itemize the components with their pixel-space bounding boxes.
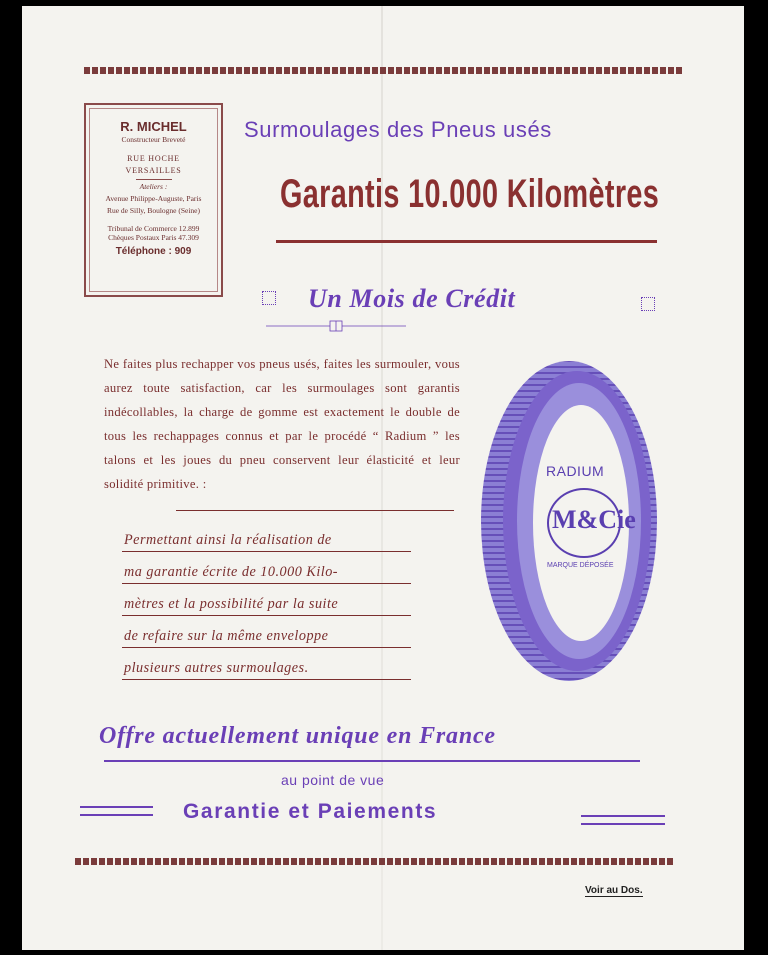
highlight-line: plusieurs autres surmoulages. (122, 658, 411, 680)
company-name: R. MICHEL (120, 119, 187, 134)
offer-underline (104, 760, 640, 762)
left-double-rule (80, 806, 153, 816)
highlight-line: de refaire sur la même enveloppe (122, 626, 411, 648)
ateliers-label: Ateliers : (139, 181, 168, 191)
description-paragraph: Ne faites plus rechapper vos pneus usés, faites les surmouler, vous aurez toute satisfaction, car les surmoulages sont garantis indécollables, la charge de gomme est exactement le double de tous les rechappages connus et par le procédé “ Radium ” les talons et les joues du pneu conservent leur élasticité et leur solidité primitive. : (104, 357, 460, 492)
highlight-line: ma garantie écrite de 10.000 Kilo- (122, 562, 411, 584)
divider-ornament (266, 320, 406, 332)
right-ornament (641, 297, 655, 311)
left-ornament (262, 291, 276, 305)
atelier-boulogne: Rue de Silly, Boulogne (Seine) (106, 206, 201, 216)
atelier-paris: Avenue Philippe-Auguste, Paris (105, 193, 202, 203)
guarantee-highlight (122, 530, 411, 690)
company-subtitle: Constructeur Breveté (121, 134, 186, 144)
paragraph-rule (176, 510, 454, 511)
tire-brand: RADIUM (546, 463, 605, 479)
viewpoint-text: au point de vue (281, 772, 385, 788)
tire-trademark: MARQUE DÉPOSÉE (547, 562, 614, 569)
bottom-dotted-border (75, 858, 675, 865)
postal-cheques: Chèques Postaux Paris 47.309 (108, 233, 199, 243)
guarantee-payments: Garantie et Paiements (183, 800, 438, 823)
highlight-line: mètres et la possibilité par la suite (122, 594, 411, 616)
company-address-box (84, 103, 223, 297)
company-street: RUE HOCHE (127, 153, 180, 163)
guarantee-title: Garantis 10.000 Kilomètres (280, 172, 660, 216)
telephone: Téléphone : 909 (115, 246, 192, 258)
right-double-rule (581, 815, 665, 825)
tire-monogram: M&Cie (552, 505, 636, 534)
guarantee-underline (276, 240, 657, 243)
headline: Surmoulages des Pneus usés (244, 117, 552, 142)
company-city: VERSAILLES (125, 165, 182, 175)
see-back-note: Voir au Dos. (585, 885, 643, 896)
commerce-registry: Tribunal de Commerce 12.899 (107, 223, 200, 233)
top-dotted-border (84, 67, 683, 74)
offer-title: Offre actuellement unique en France (99, 723, 496, 749)
highlight-line: Permettant ainsi la réalisation de (122, 530, 411, 552)
credit-title: Un Mois de Crédit (308, 284, 516, 313)
